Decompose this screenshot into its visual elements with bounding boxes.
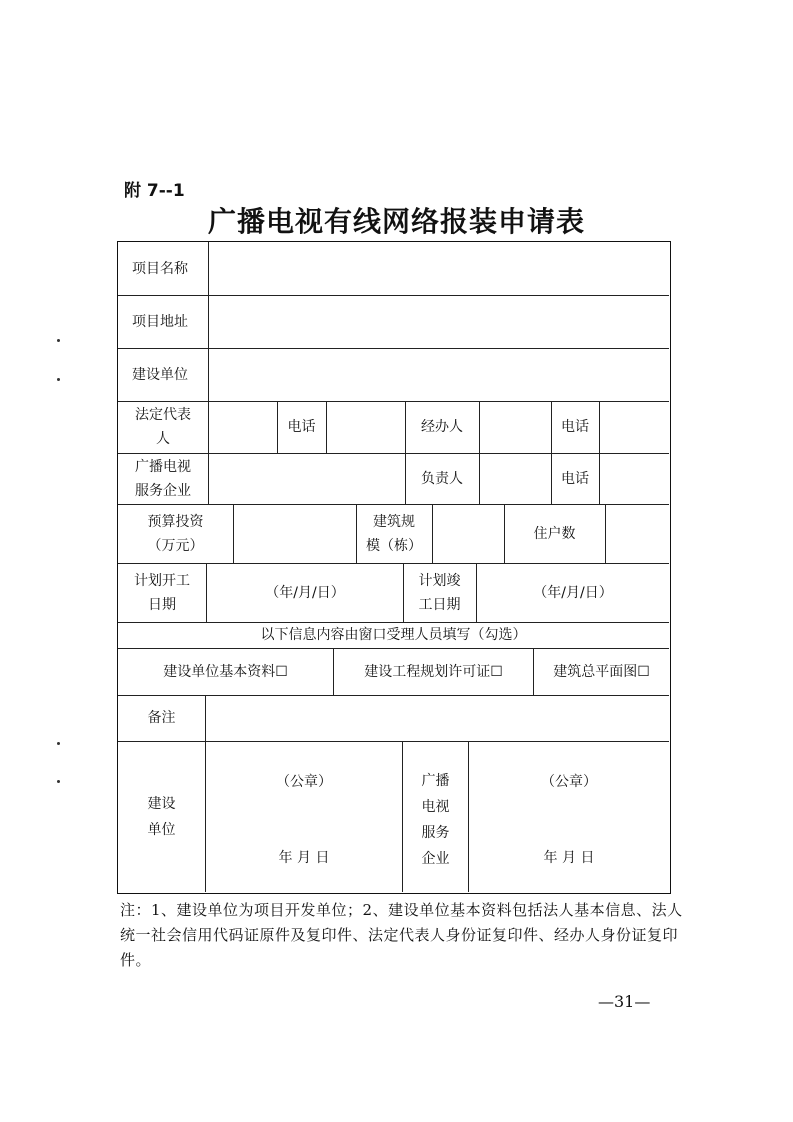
legal-rep-phone-label: 电话 <box>287 419 316 435</box>
project-name-label: 项目名称 <box>132 260 188 277</box>
households-label: 住户数 <box>533 525 576 542</box>
broadcast-company-date: 年 月 日 <box>543 850 595 866</box>
margin-dot <box>57 742 60 745</box>
construction-unit-date: 年 月 日 <box>278 850 330 866</box>
broadcast-company-signature-label <box>403 765 468 875</box>
checkbox-site-plan[interactable]: 建筑总平面图☐ <box>553 663 650 680</box>
person-in-charge-phone-field[interactable] <box>600 453 669 504</box>
window-staff-section-header: 以下信息内容由窗口受理人员填写（勾选） <box>260 627 527 643</box>
sig-bc-line-3: 服务 <box>421 825 450 841</box>
planned-completion-date-label <box>403 563 476 622</box>
budget-line-1: 预算投资 <box>147 513 204 530</box>
budget-investment-field[interactable] <box>234 504 356 563</box>
building-scale-label <box>356 504 432 563</box>
legal-rep-line-1: 法定代表 <box>135 407 191 423</box>
margin-dot <box>57 378 60 381</box>
annex-label: 附 7--1 <box>124 181 185 201</box>
project-address-field[interactable] <box>209 295 669 348</box>
checkbox-basic-info[interactable]: 建设单位基本资料☐ <box>163 663 288 680</box>
legal-representative-field[interactable] <box>209 401 277 453</box>
margin-dot <box>57 339 60 342</box>
project-address-label: 项目地址 <box>132 313 188 330</box>
construction-unit-field[interactable] <box>209 348 669 401</box>
plan-end-line-1: 计划竣 <box>418 572 461 589</box>
households-field[interactable] <box>606 504 669 563</box>
remarks-label: 备注 <box>147 710 176 726</box>
page-number: —31— <box>598 992 651 1011</box>
budget-investment-label <box>118 504 233 563</box>
person-in-charge-phone-label: 电话 <box>561 470 589 487</box>
legal-rep-phone-field[interactable] <box>327 401 405 453</box>
broadcast-service-company-label <box>118 453 208 504</box>
scale-line-1: 建筑规 <box>373 513 415 530</box>
planned-start-date-label <box>118 563 206 622</box>
remarks-field[interactable] <box>206 695 669 741</box>
building-scale-field[interactable] <box>433 504 504 563</box>
construction-unit-seal: （公章） <box>276 774 332 790</box>
footnote: 注：1、建设单位为项目开发单位；2、建设单位基本资料包括法人基本信息、法人统一社会信用代码证原件及复印件、法定代表人身份证复印件、经办人身份证复印件。 <box>120 901 683 969</box>
form-title: 广播电视有线网络报装申请表 <box>207 205 585 238</box>
legal-representative-label <box>118 401 208 453</box>
construction-unit-label: 建设单位 <box>132 366 188 383</box>
handler-label: 经办人 <box>421 419 463 435</box>
margin-dot <box>57 780 60 783</box>
construction-unit-signature-label <box>118 741 205 892</box>
sig-bc-line-4: 企业 <box>421 851 450 867</box>
project-name-field[interactable] <box>209 242 669 295</box>
broadcast-service-company-field[interactable] <box>209 453 405 504</box>
broadcast-line-1: 广播电视 <box>135 458 191 475</box>
planned-start-date-field[interactable]: （年/月/日） <box>265 584 345 601</box>
handler-field[interactable] <box>480 401 551 453</box>
broadcast-line-2: 服务企业 <box>135 482 191 499</box>
legal-rep-line-2: 人 <box>156 431 170 447</box>
plan-start-line-2: 日期 <box>148 596 176 613</box>
plan-start-line-1: 计划开工 <box>134 572 190 589</box>
sig-construction-line-2: 单位 <box>147 821 176 838</box>
handler-phone-label: 电话 <box>561 419 589 435</box>
person-in-charge-label: 负责人 <box>421 470 463 487</box>
scale-line-2: 模（栋） <box>366 537 422 554</box>
application-form-table <box>117 241 671 894</box>
sig-construction-line-1: 建设 <box>147 795 176 812</box>
budget-line-2: （万元） <box>147 537 204 554</box>
broadcast-company-seal: （公章） <box>541 774 597 790</box>
person-in-charge-field[interactable] <box>480 453 551 504</box>
planned-completion-date-field[interactable]: （年/月/日） <box>533 584 613 601</box>
handler-phone-field[interactable] <box>600 401 669 453</box>
plan-end-line-2: 工日期 <box>418 596 461 613</box>
sig-bc-line-1: 广播 <box>421 773 450 789</box>
sig-bc-line-2: 电视 <box>421 799 450 815</box>
checkbox-planning-permit[interactable]: 建设工程规划许可证☐ <box>364 663 503 680</box>
